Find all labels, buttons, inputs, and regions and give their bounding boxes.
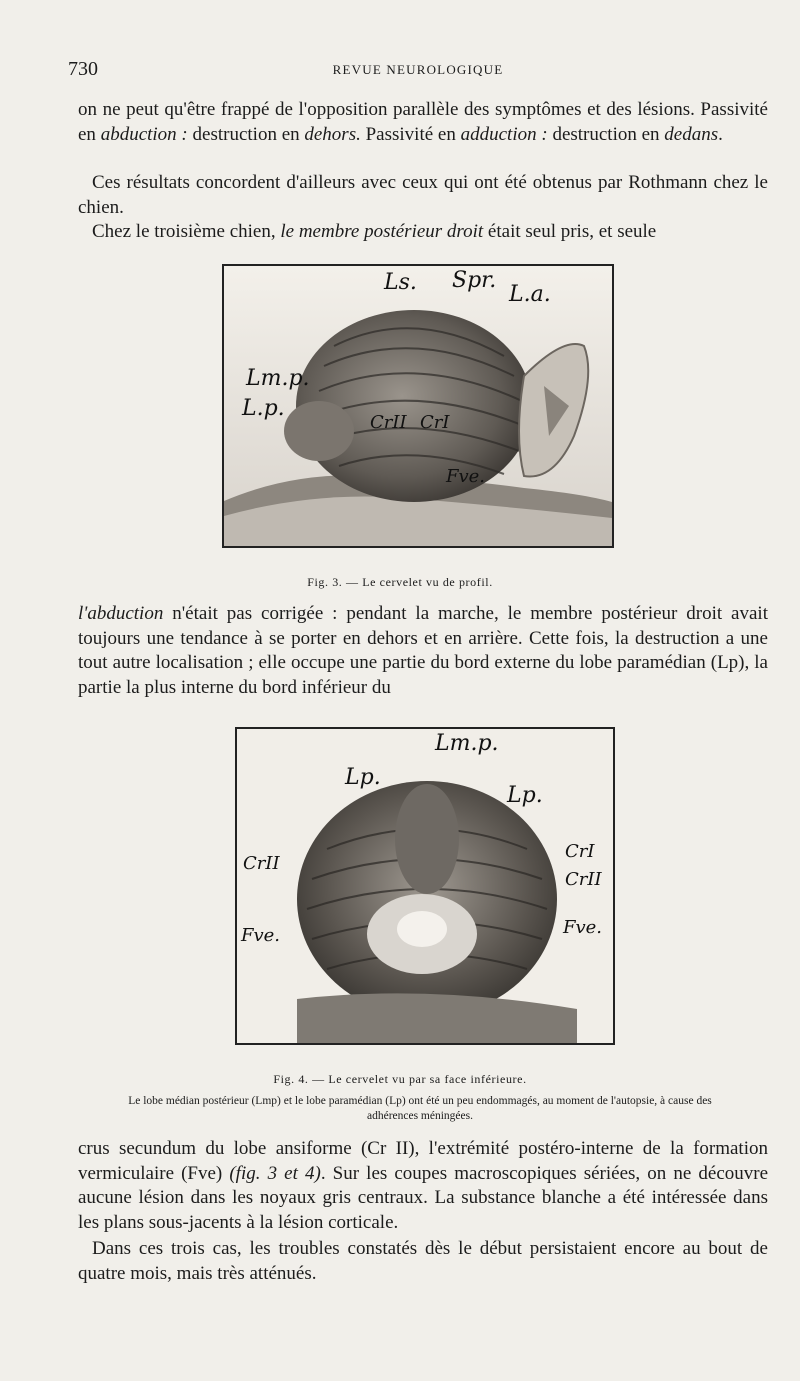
figure-4-photo	[235, 727, 615, 1045]
fig3-label-lmp: Lm.p.	[246, 366, 310, 391]
fig4-label-crii-left: CrII	[243, 853, 280, 874]
paragraph-4: l'abduction n'était pas corrigée : pendant la marche, le membre postérieur droit avait toujours une tendance à se porter en dehors et en arrière. Cette fois, la destruction a une tout autre localisation ; elle occupe une partie du bord externe du lobe paramédian (Lp), la partie la plus interne du bord inférieur du	[78, 603, 768, 698]
figure-3-photo	[222, 264, 614, 548]
fig3-label-crii: CrII	[370, 412, 407, 433]
fig3-label-la: L.a.	[509, 282, 551, 307]
fig3-label-cri: CrI	[420, 412, 450, 433]
page-number: 730	[68, 58, 98, 80]
fig3-label-fve: Fve.	[446, 466, 486, 487]
fig4-label-fve-right: Fve.	[563, 917, 603, 938]
running-head: REVUE NEUROLOGIQUE	[332, 62, 504, 77]
page-header	[68, 58, 768, 84]
figure-4-note: Le lobe médian postérieur (Lmp) et le lobe paramédian (Lp) ont été un peu endommagés, au moment de l'autopsie, à cause des adhérences méningées.	[128, 1095, 712, 1122]
paragraph-3: Chez le troisième chien, le membre postérieur droit était seul pris, et seule	[92, 221, 657, 242]
fig3-label-ls: Ls.	[384, 270, 417, 295]
paragraph-2: Ces résultats concordent d'ailleurs avec ceux qui ont été obtenus par Rothmann chez le chien.	[78, 172, 768, 218]
fig3-label-spr: Spr.	[452, 268, 497, 293]
paragraph-5: crus secundum du lobe ansiforme (Cr II), l'extrémité postéro-interne de la formation vermiculaire (Fve) (fig. 3 et 4). Sur les coupes macroscopiques sériées, on ne découvre aucune lésion dans les noyaux gris centraux. La substance blanche a été intéressée dans les plans sous-jacents à la lésion corticale.	[78, 1138, 769, 1233]
paragraph-6: Dans ces trois cas, les troubles constatés dès le début persistaient encore au bout de quatre mois, mais très atténués.	[78, 1238, 768, 1284]
fig4-label-lmp: Lm.p.	[435, 731, 499, 756]
cerebellum-inferior-image	[237, 729, 613, 1043]
fig4-label-crii-right: CrII	[565, 869, 602, 890]
fig4-label-lp-right: Lp.	[507, 783, 543, 808]
fig4-label-fve-left: Fve.	[241, 925, 281, 946]
fig4-label-cri-right: CrI	[565, 841, 595, 862]
paragraph-1: on ne peut qu'être frappé de l'opposition parallèle des symptômes et des lésions. Passivité en abduction : destruction en dehors. Passivité en adduction : destruction en dedans.	[78, 99, 768, 145]
figure-4-caption: Fig. 4. — Le cervelet vu par sa face inférieure.	[273, 1072, 527, 1086]
fig4-label-lp-left: Lp.	[345, 765, 381, 790]
figure-3-caption: Fig. 3. — Le cervelet vu de profil.	[307, 575, 493, 589]
fig3-label-lp: L.p.	[242, 396, 285, 421]
